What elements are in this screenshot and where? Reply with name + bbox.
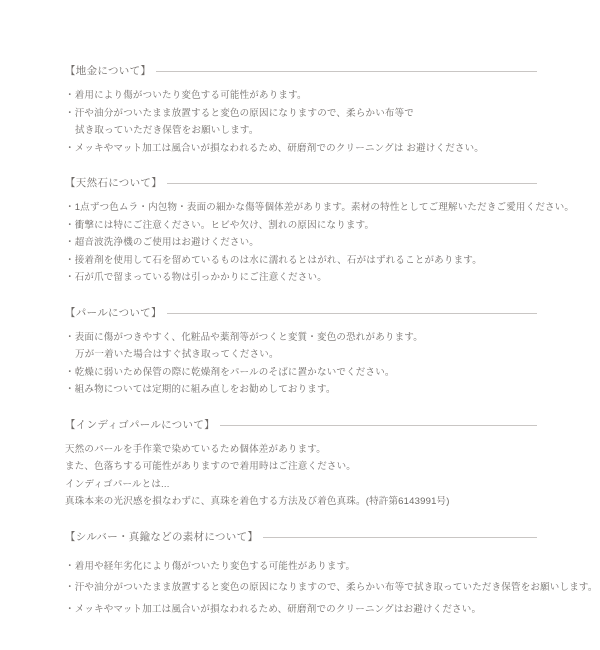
- care-line: ・メッキやマット加工は風合いが損なわれるため、研磨剤でのクリーニングはお避けください。: [65, 603, 482, 615]
- section-body: [65, 441, 537, 511]
- care-line: ・組み物については定期的に組み直しをお勧めしております。: [65, 384, 336, 395]
- care-section: [65, 306, 537, 399]
- care-line: 真珠本来の光沢感を損なわずに、真珠を着色する方法及び着色真珠。(特許第6143991号): [65, 496, 450, 507]
- care-line: ・着用や経年劣化により傷がついたり変色する可能性があります。: [65, 560, 356, 572]
- section-body: [65, 199, 575, 287]
- care-section: [65, 530, 598, 621]
- care-section: [65, 64, 537, 157]
- care-section: [65, 418, 537, 511]
- section-title: 【シルバー・真鍮などの素材について】: [65, 530, 259, 543]
- care-line: ・1点ずつ色ムラ・内包物・表面の細かな傷等個体差があります。素材の特性としてご理解いただきご愛用ください。: [65, 202, 575, 213]
- section-divider-line: [263, 537, 537, 538]
- section-body: [65, 87, 537, 157]
- care-line: ・表面に傷がつきやすく、化粧品や薬剤等がつくと変質・変色の恐れがあります。: [65, 331, 423, 343]
- section-header: [65, 306, 537, 321]
- care-line: インディゴパールとは...: [65, 478, 170, 490]
- care-line: ・石が爪で留まっている物は引っかかりにご注意ください。: [65, 272, 327, 283]
- section-divider-line: [220, 425, 537, 426]
- care-line: ・汗や油分がついたまま放置すると変色の原因になりますので、柔らかい布等で: [65, 107, 415, 119]
- section-header: [65, 64, 537, 79]
- section-body: [65, 556, 598, 621]
- section-title: 【地金について】: [65, 65, 152, 77]
- section-header: [65, 530, 537, 545]
- care-line: 拭き取っていただき保管をお願いします。: [75, 125, 259, 136]
- section-divider-line: [167, 313, 537, 314]
- care-line: ・着用により傷がついたり変色する可能性があります。: [65, 90, 307, 101]
- care-line: 万が一着いた場合はすぐ拭き取ってください。: [75, 349, 279, 360]
- section-header: [65, 176, 537, 191]
- care-line: 天然のパールを手作業で染めているため個体差があります。: [65, 443, 326, 455]
- care-line: ・乾燥に弱いため保管の際に乾燥剤をパールのそばに置かないでください。: [65, 366, 395, 378]
- care-line: ・汗や油分がついたまま放置すると変色の原因になりますので、柔らかい布等で拭き取っていただき保管をお願いします。: [65, 582, 598, 593]
- care-section: [65, 176, 575, 287]
- care-line: ・接着剤を使用して石を留めているものは水に濡れるとはがれ、石がはずれることがあります。: [65, 254, 482, 266]
- section-header: [65, 418, 537, 433]
- section-title: 【パールについて】: [65, 306, 162, 319]
- care-line: ・衝撃には特にご注意ください。ヒビや欠け、割れの原因になります。: [65, 219, 375, 231]
- care-line: ・メッキやマット加工は風合いが損なわれるため、研磨剤でのクリーニングは お避けください。: [65, 142, 484, 154]
- section-divider-line: [156, 71, 537, 72]
- section-title: 【天然石について】: [65, 177, 162, 189]
- care-line: ・超音波洗浄機のご使用はお避けください。: [65, 237, 260, 248]
- section-divider-line: [167, 183, 537, 184]
- care-sections: [65, 64, 598, 639]
- section-title: 【インディゴパールについて】: [65, 418, 215, 431]
- section-body: [65, 329, 537, 399]
- care-line: また、色落ちする可能性がありますので着用時はご注意ください。: [65, 461, 357, 472]
